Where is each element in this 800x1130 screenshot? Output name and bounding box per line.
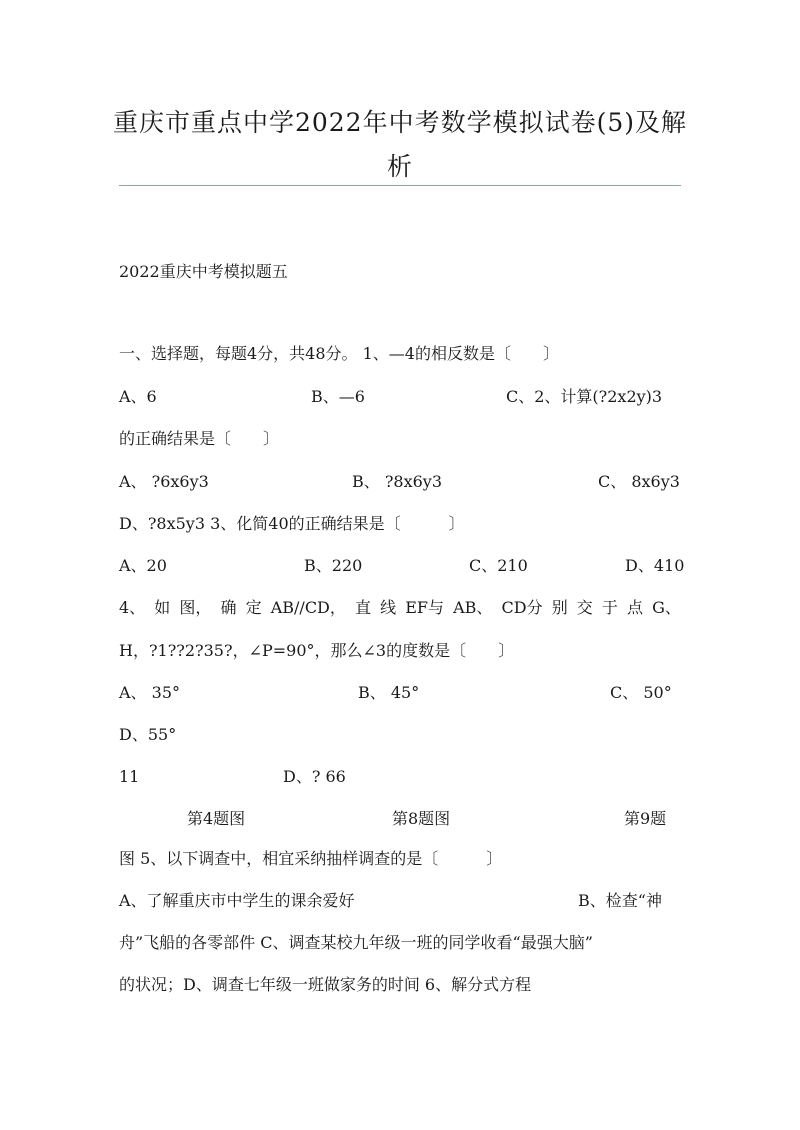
question-line-15: 舟”飞船的各零部件 C、调查某校九年级一班的同学收看“最强大脑”: [119, 933, 593, 952]
q4-word: 直: [354, 598, 371, 617]
q4-word: 定: [245, 598, 262, 617]
option-c-q4: C、 50°: [610, 683, 672, 702]
question-line-3: 的正确结果是〔 〕: [119, 429, 280, 448]
q4-word: EF与: [405, 598, 444, 617]
option-d-q3: D、410: [625, 556, 685, 575]
q4-word: 4、: [119, 598, 146, 617]
q4-word: 图，: [179, 598, 212, 617]
option-b-q3: B、220: [304, 556, 363, 575]
figure-caption-q9: 第9题: [624, 809, 667, 828]
question-line-1: 一、选择题，每题4分，共48分。 1、—4的相反数是〔 〕: [119, 344, 559, 363]
document-title-line-1: 重庆市重点中学2022年中考数学模拟试卷(5)及解: [112, 108, 688, 137]
q4-word: AB//CD，: [270, 598, 346, 617]
option-d-q4: D、55°: [119, 725, 177, 744]
question-line-8: H，?1??2?35?，∠P=90°，那么∠3的度数是〔 〕: [119, 641, 515, 660]
q4-word: 别: [551, 598, 568, 617]
option-c-q2: C、 8x6y3: [598, 472, 680, 491]
q4-word: G、: [652, 598, 681, 617]
document-title-line-2: 析: [386, 152, 413, 181]
option-d-fragment: D、? 66: [283, 767, 346, 786]
option-b-q5: B、检查“神: [578, 891, 662, 910]
option-c-q3: C、210: [469, 556, 528, 575]
q4-word: AB、: [453, 598, 493, 617]
q4-word: 如: [154, 598, 171, 617]
q4-word: 线: [380, 598, 397, 617]
q4-word: 于: [601, 598, 618, 617]
title-divider: [119, 185, 681, 186]
fragment-11: 11: [119, 767, 140, 786]
option-b-q1: B、—6: [311, 387, 365, 406]
option-b-q2: B、 ?8x6y3: [352, 472, 443, 491]
option-a-q5: A、了解重庆市中学生的课余爱好: [119, 891, 355, 910]
option-a-q2: A、 ?6x6y3: [119, 472, 209, 491]
question-line-5: D、?8x5y3 3、化简40的正确结果是〔 〕: [119, 514, 465, 533]
q4-word: 交: [576, 598, 593, 617]
question-line-13: 图 5、以下调查中，相宜采纳抽样调查的是〔 〕: [119, 849, 503, 868]
figure-caption-q8: 第8题图: [392, 809, 451, 828]
option-a-q4: A、 35°: [119, 683, 181, 702]
figure-caption-q4: 第4题图: [187, 809, 246, 828]
question-line-7: [119, 597, 681, 619]
q4-word: CD分: [501, 598, 543, 617]
question-line-16: 的状况；D、调查七年级一班做家务的时间 6、解分式方程: [119, 975, 532, 994]
q4-word: 点: [627, 598, 644, 617]
document-subtitle: 2022重庆中考模拟题五: [119, 262, 288, 281]
q4-word: 确: [220, 598, 237, 617]
option-b-q4: B、 45°: [358, 683, 420, 702]
option-a-q1: A、6: [119, 387, 157, 406]
option-a-q3: A、20: [119, 556, 167, 575]
option-c-q1-and-q2: C、2、计算(?2x2y)3: [506, 387, 663, 406]
